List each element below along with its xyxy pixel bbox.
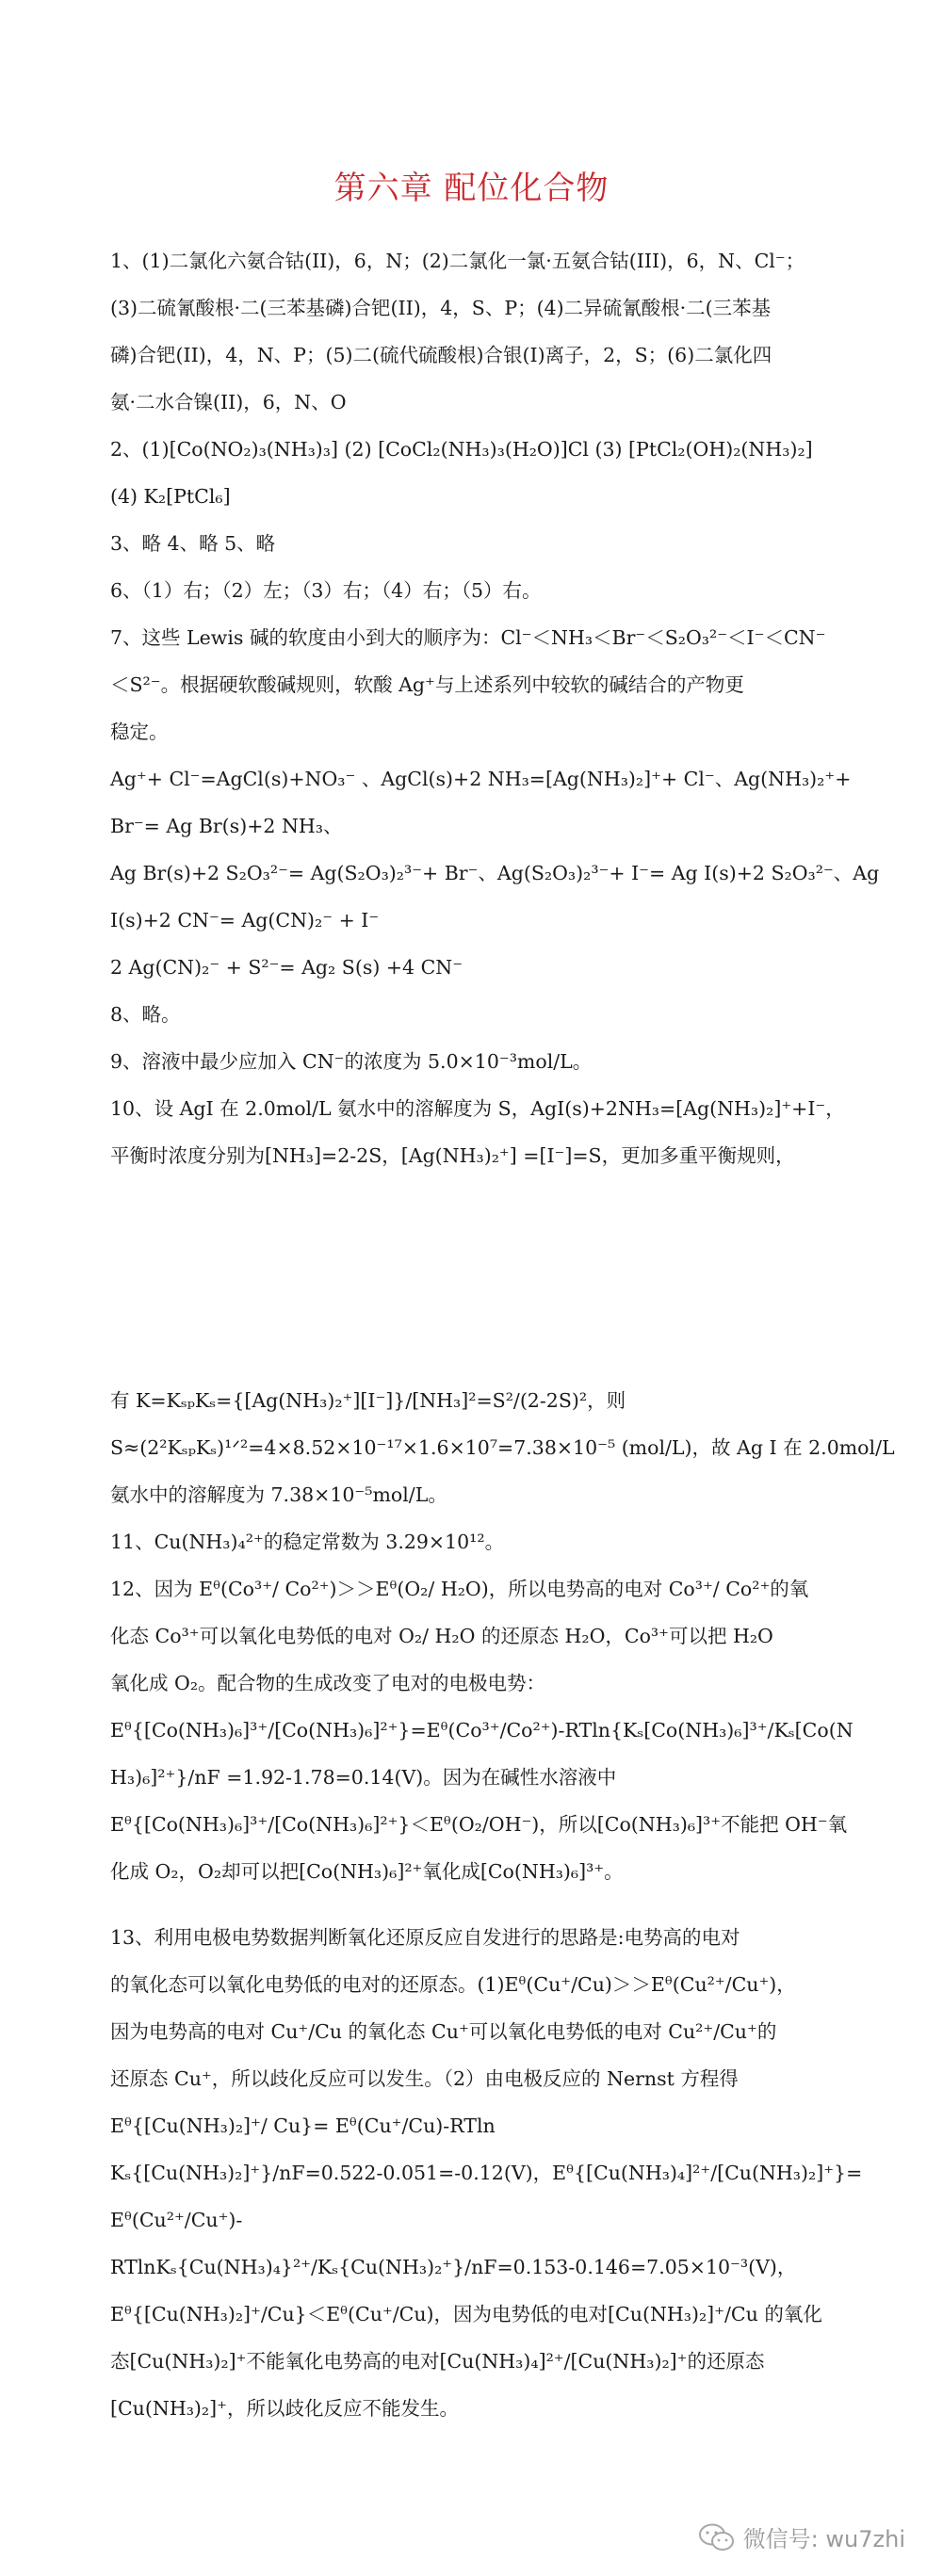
text-line: 3、略 4、略 5、略	[110, 532, 276, 555]
text-line: 磷)合钯(II)，4，N、P；(5)二(硫代硫酸根)合银(I)离子，2，S；(6)二氯化四	[110, 344, 772, 366]
text-line: Eᶿ{[Co(NH₃)₆]³⁺/[Co(NH₃)₆]²⁺}=Eᶿ(Co³⁺/Co²⁺)-RTln{Kₛ[Co(NH₃)₆]³⁺/Kₛ[Co(N	[110, 1719, 854, 1742]
text-line: Eᶿ{[Cu(NH₃)₂]⁺/Cu}＜Eᶿ(Cu⁺/Cu)，因为电势低的电对[Cu(NH₃)₂]⁺/Cu 的氧化	[110, 2303, 822, 2325]
watermark-label: 微信号: wu7zhi	[742, 2526, 905, 2552]
answers-block-3	[110, 1914, 863, 2432]
text-line: 13、利用电极电势数据判断氧化还原反应自发进行的思路是:电势高的电对	[110, 1926, 740, 1949]
answers-block-1	[110, 237, 880, 1179]
text-line: 11、Cu(NH₃)₄²⁺的稳定常数为 3.29×10¹²。	[110, 1531, 505, 1553]
text-line: S≈(2²KₛₚKₛ)¹ᐟ²=4×8.52×10⁻¹⁷×1.6×10⁷=7.38×10⁻⁵ (mol/L)，故 Ag I 在 2.0mol/L	[110, 1436, 895, 1459]
text-line: Eᶿ(Cu²⁺/Cu⁺)-	[110, 2209, 243, 2231]
text-line: 8、略。	[110, 1003, 181, 1026]
text-line: Eᶿ{[Cu(NH₃)₂]⁺/ Cu}= Eᶿ(Cu⁺/Cu)-RTln	[110, 2114, 496, 2137]
text-line: 化态 Co³⁺可以氧化电势低的电对 O₂/ H₂O 的还原态 H₂O，Co³⁺可以把 H₂O	[110, 1625, 773, 1647]
text-line: 9、溶液中最少应加入 CN⁻的浓度为 5.0×10⁻³mol/L。	[110, 1050, 593, 1073]
text-line: 平衡时浓度分别为[NH₃]=2-2S，[Ag(NH₃)₂⁺] =[I⁻]=S，更加多重平衡规则，	[110, 1144, 795, 1167]
text-line: 2、(1)[Co(NO₂)₃(NH₃)₃] (2) [CoCl₂(NH₃)₃(H₂O)]Cl (3) [PtCl₂(OH)₂(NH₃)₂]	[110, 438, 813, 461]
text-line: I(s)+2 CN⁻= Ag(CN)₂⁻ + I⁻	[110, 909, 380, 932]
wechat-icon	[698, 2522, 736, 2552]
answers-block-2	[110, 1377, 895, 1895]
text-line: 6、（1）右；（2）左；（3）右；（4）右；（5）右。	[110, 579, 542, 602]
text-line: Ag⁺+ Cl⁻=AgCl(s)+NO₃⁻ 、AgCl(s)+2 NH₃=[Ag(NH₃)₂]⁺+ Cl⁻、Ag(NH₃)₂⁺+	[110, 768, 852, 790]
text-line: (3)二硫氰酸根·二(三苯基磷)合钯(II)，4，S、P；(4)二异硫氰酸根·二(三苯基	[110, 297, 772, 319]
text-line: 10、设 AgI 在 2.0mol/L 氨水中的溶解度为 S，AgI(s)+2NH₃=[Ag(NH₃)₂]⁺+I⁻，	[110, 1097, 845, 1120]
text-line: 稳定。	[110, 721, 169, 743]
text-line: 氧化成 O₂。配合物的生成改变了电对的电极电势：	[110, 1672, 546, 1694]
text-line: ＜S²⁻。根据硬软酸碱规则，软酸 Ag⁺与上述系列中较软的碱结合的产物更	[110, 673, 744, 696]
chapter-title: 第六章 配位化合物	[333, 170, 610, 207]
text-line: (4) K₂[PtCl₆]	[110, 485, 231, 508]
text-line: Br⁻= Ag Br(s)+2 NH₃、	[110, 815, 343, 837]
text-line: 氨·二水合镍(II)，6，N、O	[110, 391, 347, 413]
text-line: 1、(1)二氯化六氨合钴(II)，6，N；(2)二氯化一氯·五氨合钴(III)，6，N、Cl⁻；	[110, 250, 805, 272]
wechat-watermark	[698, 2520, 905, 2553]
text-line: 还原态 Cu⁺，所以歧化反应可以发生。（2）由电极反应的 Nernst 方程得	[110, 2067, 739, 2090]
text-line: Ag Br(s)+2 S₂O₃²⁻= Ag(S₂O₃)₂³⁻+ Br⁻、Ag(S₂O₃)₂³⁻+ I⁻= Ag I(s)+2 S₂O₃²⁻、Ag	[110, 862, 880, 884]
text-line: RTlnKₛ{Cu(NH₃)₄}²⁺/Kₛ{Cu(NH₃)₂⁺}/nF=0.153-0.146=7.05×10⁻³(V)，	[110, 2256, 797, 2278]
text-line: 因为电势高的电对 Cu⁺/Cu 的氧化态 Cu⁺可以氧化电势低的电对 Cu²⁺/Cu⁺的	[110, 2020, 777, 2043]
text-line: [Cu(NH₃)₂]⁺，所以歧化反应不能发生。	[110, 2397, 459, 2420]
text-line: 氨水中的溶解度为 7.38×10⁻⁵mol/L。	[110, 1483, 447, 1506]
text-line: 态[Cu(NH₃)₂]⁺不能氧化电势高的电对[Cu(NH₃)₄]²⁺/[Cu(NH₃)₂]⁺的还原态	[110, 2350, 765, 2373]
text-line: 12、因为 Eᶿ(Co³⁺/ Co²⁺)＞＞Eᶿ(O₂/ H₂O)，所以电势高的电对 Co³⁺/ Co²⁺的氧	[110, 1578, 809, 1600]
text-line: H₃)₆]²⁺}/nF =1.92-1.78=0.14(V)。因为在碱性水溶液中	[110, 1766, 617, 1789]
text-line: 2 Ag(CN)₂⁻ + S²⁻= Ag₂ S(s) +4 CN⁻	[110, 956, 463, 979]
text-line: Eᶿ{[Co(NH₃)₆]³⁺/[Co(NH₃)₆]²⁺}＜Eᶿ(O₂/OH⁻)，所以[Co(NH₃)₆]³⁺不能把 OH⁻氧	[110, 1813, 848, 1836]
text-line: Kₛ{[Cu(NH₃)₂]⁺}/nF=0.522-0.051=-0.12(V)，Eᶿ{[Cu(NH₃)₄]²⁺/[Cu(NH₃)₂]⁺}=	[110, 2162, 863, 2184]
text-line: 有 K=KₛₚKₛ={[Ag(NH₃)₂⁺][I⁻]}/[NH₃]²=S²/(2-2S)²，则	[110, 1389, 626, 1412]
text-line: 化成 O₂，O₂却可以把[Co(NH₃)₆]²⁺氧化成[Co(NH₃)₆]³⁺。	[110, 1860, 624, 1883]
text-line: 7、这些 Lewis 碱的软度由小到大的顺序为：Cl⁻＜NH₃＜Br⁻＜S₂O₃²⁻＜I⁻＜CN⁻	[110, 626, 826, 649]
text-line: 的氧化态可以氧化电势低的电对的还原态。(1)Eᶿ(Cu⁺/Cu)＞＞Eᶿ(Cu²⁺/Cu⁺)，	[110, 1973, 796, 1996]
